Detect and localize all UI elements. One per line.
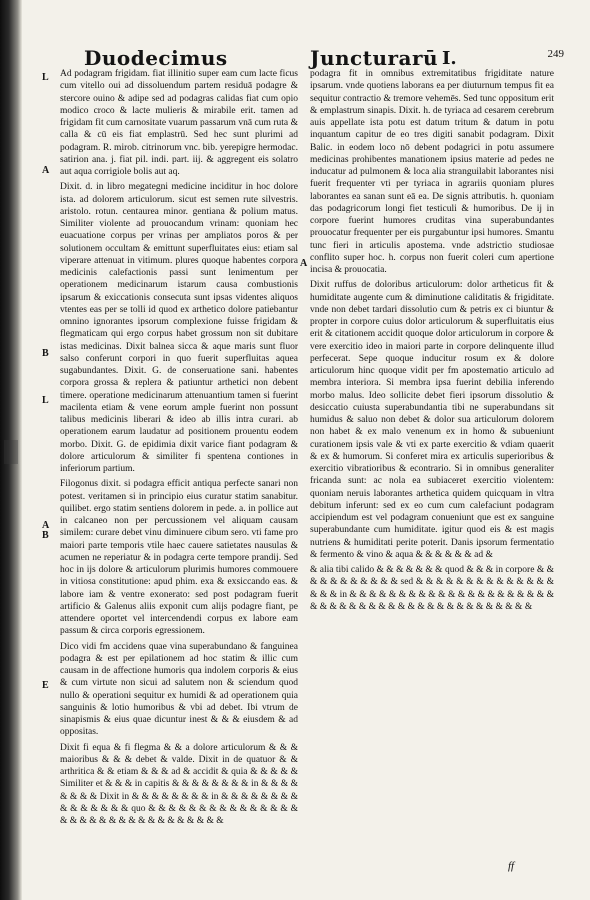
- paragraph: Dixit ruffus de doloribus articulorum: dolor artheticus fit & humiditate augente cum & diminutione caliditatis & frigiditate. vnde non debet tardari dissolutio cum & petris ex ci biuntur & propter in corpore cuius dolor articulorum & superfluitatis eius erit & citationem accidit quoque dolor articulorum in corpore & vere exercitio ideo in maiori parte in corpore delinquente illud perfecerat. Sepe quoque inducitur rosum ex & dolore articulorum hinc quoque vidit per fm apostematio articulo ad membra interiora. Si membra ipsa fuerint debilia inferendo morbo malus. Ideo sollicite debet fieri ipsorum dissolutio & desiccatio cuiusta superabundantia tibi ne superabundans sit humidus & saluo non debet & dolor sua articulorum dolorem non habet & ex malo venenum ex in homo & subueniunt curationem ipsis vale & vti ex parte exercitio & vdiam quaerit & ex & humorum. Si conferet mira ex articulis superioribus & exercitio vibratioribus & econtrario. Si in omnibus generaliter fricanda sunt: ac nola ea subiaceret exercitio violentem: quoniam neruis laborantes arthetica quidem quicquam in vltra debitum inferunt: sed ex eo cum cum calefaciunt podagram accipiendum est vel podagram conueniunt que est ex sanguine superabundante cum humiditate. igitur quod eis & est magis nutriens & humiditati perite poterit. Danis ipsorum fermentatio & fermento & vino & aqua & & & & & & ad &: [310, 280, 554, 560]
- margin-letter: A: [300, 258, 308, 269]
- paragraph: & alia tibi calido & & & & & & & quod & & & in corpore & & & & & & & & & & & sed & & & & & & & & & & & & & & & & & in & & & & & & & & & & & & & & & & & & & & & & & & & & & & & & & & & & & & & & & & & & & &: [310, 565, 554, 612]
- margin-letter: B: [42, 530, 49, 541]
- margin-letter: B: [42, 348, 49, 359]
- paragraph: Dixit. d. in libro megategni medicine inciditur in hoc dolore ista. ad dolorem articulorum. sicut est semen rute silvestris. aristolo. rotun. centaurea minor. gentiana & polium matus. Similiter violente ad prouocandum vrinam: quoniam hec euacuatione corpus per vrinas per ampliatos poros & per solutionem occultam & emittunt superfluitates eius: etiam sal viperare attenuat in vitimum. plures quoque habentes corpora medicinis calefactionis passi sunt lenimentum per operationem medicinarum istarum causa combustionis ipsarum & exiccationis consecuta sunt ipsas videntes aliquos vtentes eas per se tolli id quod ex arthetico dolore patiebantur omnino ignorantes ipsorum complexione fuisse frigidam & flegmaticam qui ergo corpus habet grossum non sit dubitare istas medicinas. Dixit balnea sicca & aque maris sunt fluor salso conferunt corpori in quo fuerit superfluitas aquea sugabundantes. Dixit. G. de conseruatione sani. habentes corpora grossa & replera & patiuntur arthetici non debent timere. operatione medicinarum attenuantium tamen si fuerint macilenta etiam & vene eorum ample fuerint non possunt talibus medicinis liberari & ideo ab illis intra curari. ab operationem earum laudatur ad positionem prouentu eodem morbo. Dixit. G. de epidimia dixit varice fiant podagram & dolore articulorum & similiter fi spentena contiones in inferiorum partium.: [60, 182, 298, 474]
- header-left-word: Duodecimus: [84, 46, 228, 70]
- margin-letter: A: [42, 520, 50, 531]
- margin-letter: L: [42, 395, 49, 406]
- paragraph: Ad podagram frigidam. fiat illinitio super eam cum lacte ficus cum vitello oui ad dissoluendum partem residuā podagre & stercore ouino & adipe sed ad podagras calidas fiat cum opio modico croco & lacte mulieris & mirabile erit. tamen ad frigidam fit cum carnositate vuarum passarum vnā cum ruta & calla & cū eis fiat emplastrū. Sed hec sunt plurimi ad podagram. R. mirob. citrinorum vnc. bib. yerepigre hermodac. satirion ana. j. fiat pil. indi. part. iij. & aggregent eis solatro aut aqua corrigiole bolis aut aq.: [60, 69, 298, 177]
- paragraph: podagra fit in omnibus extremitatibus frigiditate nature ipsarum. vnde quotiens laborans ea per diuturnum tempus fit ea sequitur contractio & tremore vehemēs. Sed tunc oppositum erit & emplastrum sinapis. Dixit. h. de tyriaca ad cesarem cerebrum auis appellate ista potu est datum tritum & datum in potu inquantum capitur de eo tres digiti sanabit podagram. Dixit Balic. in eodem loco nō debent podagrici in potu assumere medicinas prohibentes manationem ipsius materie ad pedes ne inducatur ad pulmonem & loca alia stranguilabit laborantes nisi fuerit frequenter vti per tyriaca in agrariis quoniam plures laborantes ea sanan sunt eā ea. De signis attributis. h. quoniam das podagricorum longi fiet testiculi & humoribus. De ij in corpore fuerint humores cruditas vina superabundantes prouocatur frequenter per eis purgabuntur ipsi humores. Smantu tunc fieri in articulis apostema. vnde adstrictio studiosae conflito super hoc. h. corpus non fuerit coleri cum apertione incisa & prouocatia.: [310, 69, 554, 275]
- header-right-word: Juncturarū: [310, 46, 439, 70]
- right-column: [310, 68, 554, 868]
- margin-letter: A: [42, 165, 50, 176]
- left-column: [60, 68, 298, 868]
- margin-stain: [4, 440, 18, 464]
- paragraph: Filogonus dixit. si podagra efficit antiqua perfecte sanari non potest. veritamen si in principio eius curatur statim sanabitur. quilibet. ergo statim sentiens dolorem in pede. a. in pollice aut in calcaneo non per percussionem vel aliquam causam similem: curare debet vinu diminuere cibum sero. vti fame pro maiori parte temporis vtile haec cauere satietates nausulas & acumen ne reperiatur & in podagra certe tempore prandij. Sed hoc in ijs dolore & articulorum plurimis humores commouere in vitiosa constitutione: apud phim. exa & exsiccando eas. & labore iam & ventre exonerato: sed post podagram fuerit artificio & Galenus aliis exponit cum alijs podagre fiant, pe attendere oportet vel intercendendi corpus ex labore eam passum & circa corporis egressionem.: [60, 479, 298, 637]
- margin-letter: E: [42, 680, 49, 691]
- paragraph: Dixit fi equa & fi flegma & & a dolore articulorum & & & maioribus & & & debet & valde. Dixit in de quatuor & & arthritica & & etiam & & & ad & accidit & quia & & & & & Similiter et & & & in capitis & & & & & & & & in & & & & & & & & Dixit in & & & & & & & & in & & & & & & & & & & & & & & & quo & & & & & & & & & & & & & & & & & & & & & & & & & & & & & & & &: [60, 742, 298, 826]
- paragraph: Dico vidi fm accidens quae vina superabundano & fanguinea podagra & est per epilationem ad hoc statim & illic cum causam in de affectione humoris qua indolem corporis & eius & cum virtute non sicui ad salutem non & sciendum quod nullo & operationi sequitur ex humidi & ad operationem quia sanguinis & lotio humoribus & vbi ad debet. Ibi vtrum de sinapismis & eius quae dicuntur inest & & & eiusdem & ad oppositas.: [60, 641, 298, 738]
- signature-mark: ff: [508, 860, 515, 872]
- header-section: I.: [442, 48, 457, 69]
- page-number: 249: [547, 48, 564, 60]
- margin-letter: L: [42, 72, 49, 83]
